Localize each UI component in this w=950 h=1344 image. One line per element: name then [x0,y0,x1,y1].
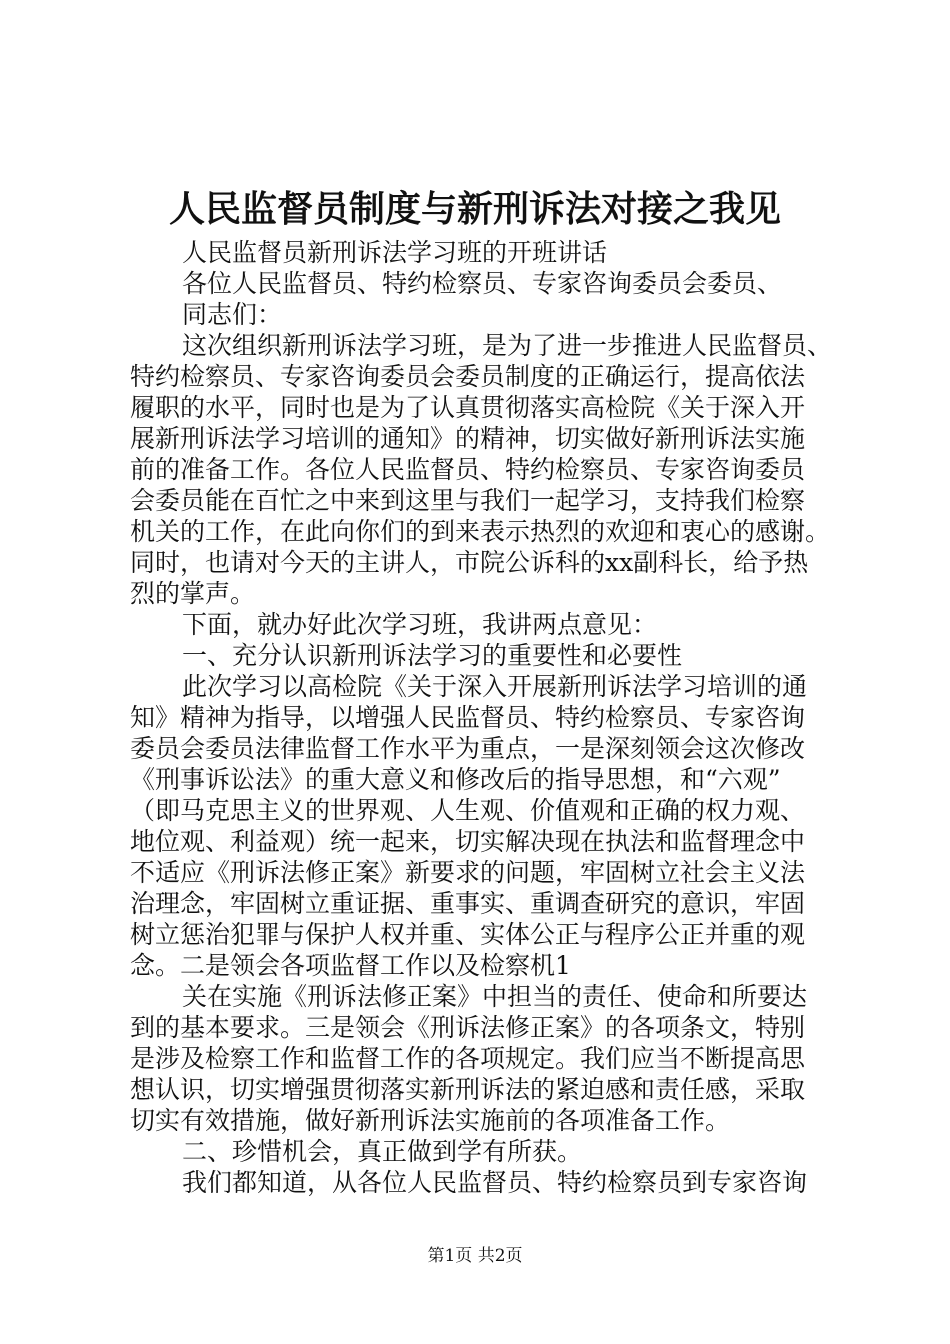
paragraph-line: 机关的工作，在此向你们的到来表示热烈的欢迎和衷心的感谢。 [130,517,831,546]
paragraph-line: 地位观、利益观）统一起来，切实解决现在执法和监督理念中 [130,827,806,856]
section-heading: 一、充分认识新刑诉法学习的重要性和必要性 [182,641,683,670]
paragraph-line: 展新刑诉法学习培训的通知》的精神，切实做好新刑诉法实施 [130,424,806,453]
salutation-line: 同志们： [182,300,283,329]
paragraph-line: 治理念，牢固树立重证据、重事实、重调查研究的意识，牢固 [130,889,806,918]
paragraph-line: 特约检察员、专家咨询委员会委员制度的正确运行，提高依法 [130,362,806,391]
paragraph-line: 烈的掌声。 [130,579,256,608]
paragraph-line: （即马克思主义的世界观、人生观、价值观和正确的权力观、 [130,796,806,825]
paragraph-line: 《刑事诉讼法》的重大意义和修改后的指导思想，和“六观” [130,765,781,794]
paragraph-line: 履职的水平，同时也是为了认真贯彻落实高检院《关于深入开 [130,393,806,422]
paragraph-line: 想认识，切实增强贯彻落实新刑诉法的紧迫感和责任感，采取 [130,1075,806,1104]
paragraph-line: 不适应《刑诉法修正案》新要求的问题，牢固树立社会主义法 [130,858,806,887]
paragraph-line: 委员会委员法律监督工作水平为重点，一是深刻领会这次修改 [130,734,806,763]
paragraph-line: 到的基本要求。三是领会《刑诉法修正案》的各项条文，特别 [130,1013,806,1042]
paragraph-line: 此次学习以高检院《关于深入开展新刑诉法学习培训的通 [182,672,808,701]
paragraph-line: 是涉及检察工作和监督工作的各项规定。我们应当不断提高思 [130,1044,806,1073]
document-body [130,237,850,1198]
paragraph-line: 前的准备工作。各位人民监督员、特约检察员、专家咨询委员 [130,455,806,484]
section-heading: 二、珍惜机会，真正做到学有所获。 [182,1137,583,1166]
paragraph-line: 树立惩治犯罪与保护人权并重、实体公正与程序公正并重的观 [130,920,806,949]
subtitle-line: 人民监督员新刑诉法学习班的开班讲话 [182,238,608,267]
paragraph-line: 同时，也请对今天的主讲人，市院公诉科的xx副科长，给予热 [130,548,809,577]
paragraph-line: 这次组织新刑诉法学习班，是为了进一步推进人民监督员、 [182,331,833,360]
document-title: 人民监督员制度与新刑诉法对接之我见 [168,188,781,230]
paragraph-line: 会委员能在百忙之中来到这里与我们一起学习，支持我们检察 [130,486,806,515]
paragraph-line: 知》精神为指导，以增强人民监督员、特约检察员、专家咨询 [130,703,806,732]
page-footer: 第1页 共2页 [427,1246,523,1266]
paragraph-line: 切实有效措施，做好新刑诉法实施前的各项准备工作。 [130,1106,731,1135]
salutation-line: 各位人民监督员、特约检察员、专家咨询委员会委员、 [182,269,783,298]
paragraph-line: 念。二是领会各项监督工作以及检察机1 [130,951,571,980]
paragraph-line: 我们都知道，从各位人民监督员、特约检察员到专家咨询 [182,1168,808,1197]
paragraph-line: 关在实施《刑诉法修正案》中担当的责任、使命和所要达 [182,982,808,1011]
paragraph-line: 下面，就办好此次学习班，我讲两点意见： [182,610,658,639]
